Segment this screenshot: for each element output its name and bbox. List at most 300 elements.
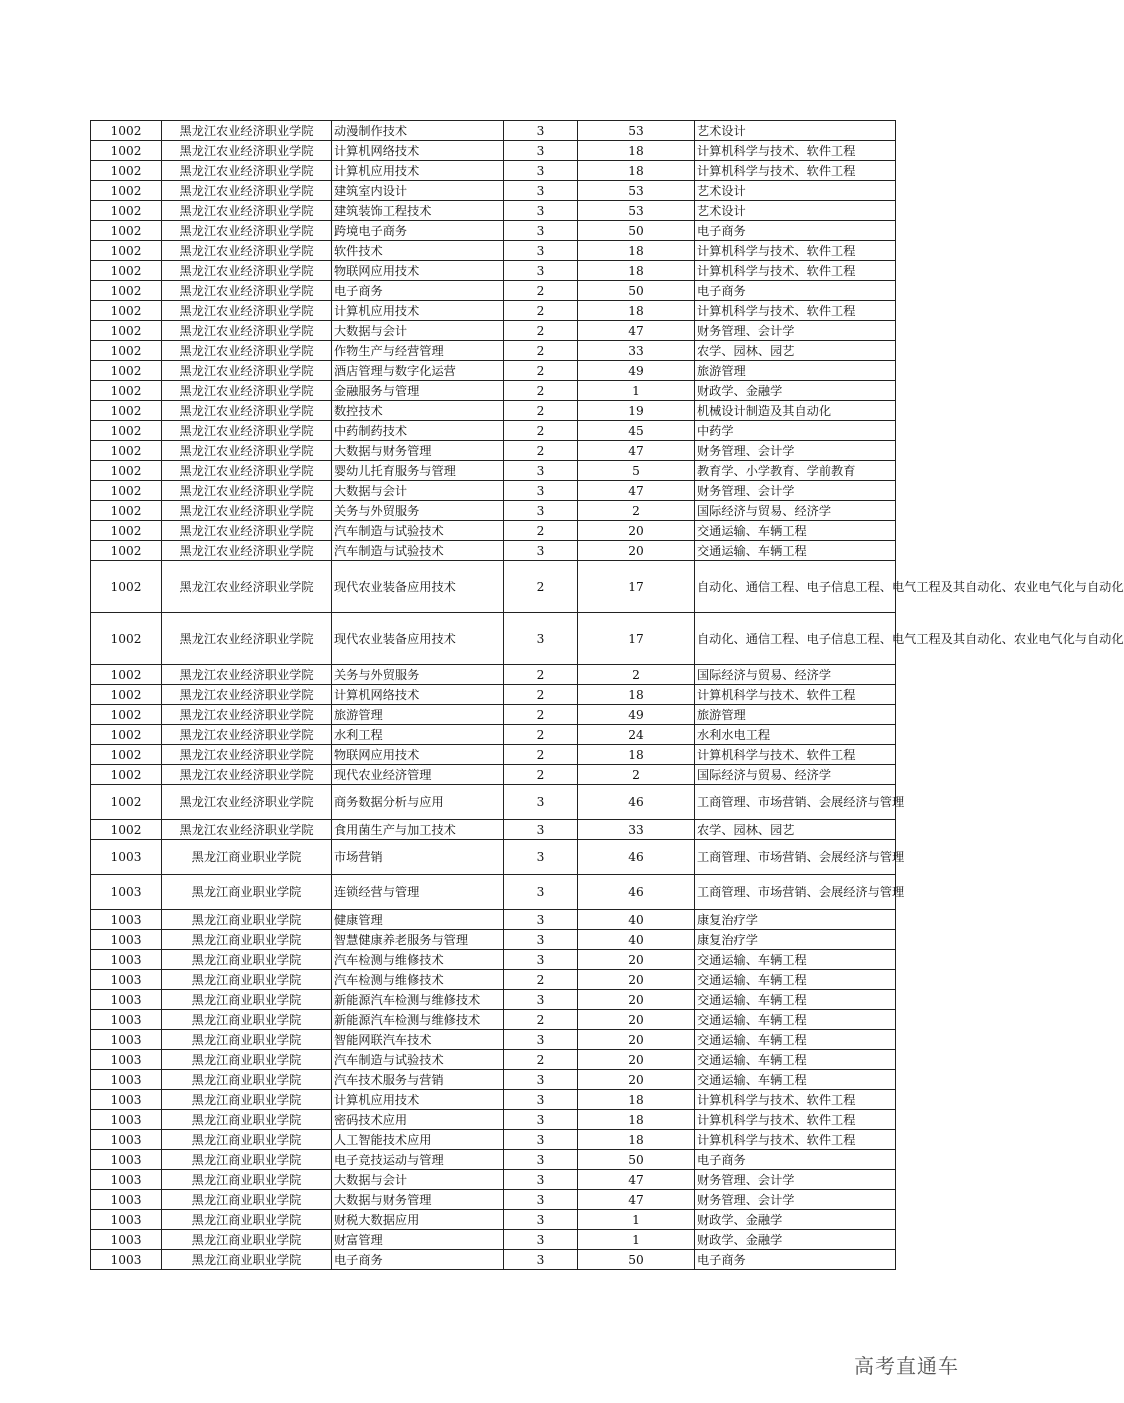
table-row [91,161,896,181]
table-row [91,1230,896,1250]
table-row [91,381,896,401]
school-name-cell: 黑龙江农业经济职业学院 [162,461,332,481]
major-name-cell: 汽车制造与试验技术 [332,1050,504,1070]
school-name-cell: 黑龙江农业经济职业学院 [162,301,332,321]
related-undergrad-majors-cell: 计算机科学与技术、软件工程 [695,745,896,765]
major-name-cell: 大数据与会计 [332,481,504,501]
table-row [91,930,896,950]
study-years-cell: 2 [504,401,578,421]
major-name-cell: 跨境电子商务 [332,221,504,241]
school-code-cell: 1003 [91,1190,162,1210]
school-name-cell: 黑龙江农业经济职业学院 [162,381,332,401]
school-code-cell: 1003 [91,910,162,930]
major-name-cell: 建筑室内设计 [332,181,504,201]
table-row [91,181,896,201]
major-name-cell: 动漫制作技术 [332,121,504,141]
school-code-cell: 1003 [91,840,162,875]
table-row [91,561,896,613]
category-number-cell: 20 [578,541,695,561]
school-name-cell: 黑龙江商业职业学院 [162,910,332,930]
school-name-cell: 黑龙江农业经济职业学院 [162,521,332,541]
major-name-cell: 建筑装饰工程技术 [332,201,504,221]
category-number-cell: 50 [578,1250,695,1270]
related-undergrad-majors-cell: 财政学、金融学 [695,1210,896,1230]
major-name-cell: 新能源汽车检测与维修技术 [332,990,504,1010]
school-code-cell: 1003 [91,990,162,1010]
school-code-cell: 1003 [91,1030,162,1050]
table-row [91,875,896,910]
major-name-cell: 计算机网络技术 [332,141,504,161]
school-code-cell: 1002 [91,241,162,261]
school-name-cell: 黑龙江农业经济职业学院 [162,121,332,141]
school-code-cell: 1002 [91,361,162,381]
related-undergrad-majors-cell: 电子商务 [695,1150,896,1170]
major-name-cell: 汽车制造与试验技术 [332,541,504,561]
major-name-cell: 婴幼儿托育服务与管理 [332,461,504,481]
category-number-cell: 20 [578,1030,695,1050]
category-number-cell: 18 [578,745,695,765]
school-code-cell: 1003 [91,1250,162,1270]
related-undergrad-majors-cell: 交通运输、车辆工程 [695,1070,896,1090]
major-name-cell: 现代农业经济管理 [332,765,504,785]
category-number-cell: 46 [578,840,695,875]
school-name-cell: 黑龙江农业经济职业学院 [162,361,332,381]
related-undergrad-majors-cell: 工商管理、市场营销、会展经济与管理 [695,875,896,910]
school-code-cell: 1002 [91,461,162,481]
school-code-cell: 1002 [91,665,162,685]
table-row [91,1170,896,1190]
study-years-cell: 3 [504,461,578,481]
major-name-cell: 电子竞技运动与管理 [332,1150,504,1170]
category-number-cell: 47 [578,321,695,341]
major-name-cell: 中药制药技术 [332,421,504,441]
study-years-cell: 3 [504,1110,578,1130]
table-row [91,1010,896,1030]
related-undergrad-majors-cell: 财务管理、会计学 [695,321,896,341]
school-code-cell: 1002 [91,341,162,361]
category-number-cell: 19 [578,401,695,421]
related-undergrad-majors-cell: 交通运输、车辆工程 [695,970,896,990]
category-number-cell: 20 [578,1070,695,1090]
related-undergrad-majors-cell: 财政学、金融学 [695,1230,896,1250]
related-undergrad-majors-cell: 机械设计制造及其自动化 [695,401,896,421]
major-name-cell: 大数据与会计 [332,1170,504,1190]
category-number-cell: 18 [578,1090,695,1110]
school-name-cell: 黑龙江农业经济职业学院 [162,785,332,820]
category-number-cell: 47 [578,1190,695,1210]
school-code-cell: 1002 [91,261,162,281]
category-number-cell: 46 [578,785,695,820]
table-row [91,820,896,840]
study-years-cell: 3 [504,261,578,281]
school-code-cell: 1002 [91,441,162,461]
major-name-cell: 电子商务 [332,281,504,301]
related-undergrad-majors-cell: 电子商务 [695,221,896,241]
table-row [91,1110,896,1130]
school-name-cell: 黑龙江商业职业学院 [162,990,332,1010]
related-undergrad-majors-cell: 计算机科学与技术、软件工程 [695,685,896,705]
school-code-cell: 1002 [91,785,162,820]
category-number-cell: 17 [578,613,695,665]
related-undergrad-majors-cell: 计算机科学与技术、软件工程 [695,1090,896,1110]
related-undergrad-majors-cell: 艺术设计 [695,121,896,141]
study-years-cell: 3 [504,930,578,950]
related-undergrad-majors-cell: 财务管理、会计学 [695,481,896,501]
school-code-cell: 1003 [91,1230,162,1250]
school-name-cell: 黑龙江农业经济职业学院 [162,745,332,765]
major-name-cell: 大数据与财务管理 [332,1190,504,1210]
school-name-cell: 黑龙江农业经济职业学院 [162,665,332,685]
major-name-cell: 汽车检测与维修技术 [332,970,504,990]
related-undergrad-majors-cell: 计算机科学与技术、软件工程 [695,301,896,321]
category-number-cell: 49 [578,705,695,725]
school-name-cell: 黑龙江农业经济职业学院 [162,261,332,281]
school-code-cell: 1002 [91,401,162,421]
major-name-cell: 现代农业装备应用技术 [332,561,504,613]
school-code-cell: 1002 [91,161,162,181]
school-name-cell: 黑龙江农业经济职业学院 [162,161,332,181]
category-number-cell: 46 [578,875,695,910]
category-number-cell: 2 [578,765,695,785]
study-years-cell: 3 [504,181,578,201]
study-years-cell: 3 [504,820,578,840]
related-undergrad-majors-cell: 计算机科学与技术、软件工程 [695,241,896,261]
category-number-cell: 20 [578,1050,695,1070]
table-row [91,461,896,481]
major-name-cell: 计算机应用技术 [332,301,504,321]
school-name-cell: 黑龙江农业经济职业学院 [162,685,332,705]
category-number-cell: 2 [578,665,695,685]
table-row [91,1250,896,1270]
school-name-cell: 黑龙江农业经济职业学院 [162,441,332,461]
related-undergrad-majors-cell: 工商管理、市场营销、会展经济与管理 [695,785,896,820]
study-years-cell: 2 [504,421,578,441]
category-number-cell: 1 [578,1230,695,1250]
category-number-cell: 20 [578,950,695,970]
category-number-cell: 18 [578,1130,695,1150]
school-name-cell: 黑龙江商业职业学院 [162,1230,332,1250]
table-row [91,141,896,161]
major-name-cell: 物联网应用技术 [332,745,504,765]
study-years-cell: 3 [504,785,578,820]
major-name-cell: 汽车检测与维修技术 [332,950,504,970]
school-code-cell: 1002 [91,201,162,221]
major-name-cell: 大数据与财务管理 [332,441,504,461]
table-row [91,321,896,341]
study-years-cell: 2 [504,1010,578,1030]
related-undergrad-majors-cell: 财务管理、会计学 [695,1170,896,1190]
table-row [91,725,896,745]
table-row [91,241,896,261]
school-code-cell: 1002 [91,421,162,441]
related-undergrad-majors-cell: 交通运输、车辆工程 [695,1030,896,1050]
school-code-cell: 1003 [91,1130,162,1150]
school-code-cell: 1003 [91,875,162,910]
category-number-cell: 18 [578,1110,695,1130]
table-row [91,301,896,321]
study-years-cell: 2 [504,685,578,705]
study-years-cell: 3 [504,1210,578,1230]
major-name-cell: 作物生产与经营管理 [332,341,504,361]
school-name-cell: 黑龙江商业职业学院 [162,1070,332,1090]
study-years-cell: 2 [504,561,578,613]
study-years-cell: 3 [504,910,578,930]
school-code-cell: 1003 [91,1150,162,1170]
category-number-cell: 50 [578,221,695,241]
study-years-cell: 2 [504,665,578,685]
school-code-cell: 1002 [91,765,162,785]
major-name-cell: 数控技术 [332,401,504,421]
major-name-cell: 水利工程 [332,725,504,745]
school-name-cell: 黑龙江商业职业学院 [162,1190,332,1210]
school-code-cell: 1002 [91,725,162,745]
category-number-cell: 18 [578,261,695,281]
major-name-cell: 旅游管理 [332,705,504,725]
category-number-cell: 53 [578,121,695,141]
table-row [91,1210,896,1230]
related-undergrad-majors-cell: 交通运输、车辆工程 [695,541,896,561]
major-name-cell: 酒店管理与数字化运营 [332,361,504,381]
category-number-cell: 50 [578,1150,695,1170]
related-undergrad-majors-cell: 国际经济与贸易、经济学 [695,765,896,785]
related-undergrad-majors-cell: 交通运输、车辆工程 [695,1010,896,1030]
category-number-cell: 33 [578,820,695,840]
study-years-cell: 3 [504,875,578,910]
related-undergrad-majors-cell: 康复治疗学 [695,910,896,930]
major-name-cell: 关务与外贸服务 [332,501,504,521]
related-undergrad-majors-cell: 国际经济与贸易、经济学 [695,665,896,685]
school-name-cell: 黑龙江商业职业学院 [162,1030,332,1050]
study-years-cell: 3 [504,1190,578,1210]
study-years-cell: 3 [504,481,578,501]
table-row [91,501,896,521]
related-undergrad-majors-cell: 中药学 [695,421,896,441]
category-number-cell: 50 [578,281,695,301]
table-row [91,665,896,685]
related-undergrad-majors-cell: 旅游管理 [695,361,896,381]
major-name-cell: 汽车制造与试验技术 [332,521,504,541]
school-code-cell: 1002 [91,321,162,341]
school-name-cell: 黑龙江农业经济职业学院 [162,765,332,785]
study-years-cell: 3 [504,1230,578,1250]
table-row [91,421,896,441]
school-code-cell: 1002 [91,121,162,141]
table-row [91,121,896,141]
category-number-cell: 49 [578,361,695,381]
major-name-cell: 计算机网络技术 [332,685,504,705]
school-code-cell: 1002 [91,281,162,301]
table-row [91,361,896,381]
study-years-cell: 3 [504,161,578,181]
related-undergrad-majors-cell: 教育学、小学教育、学前教育 [695,461,896,481]
category-number-cell: 17 [578,561,695,613]
school-code-cell: 1002 [91,181,162,201]
table-row [91,1090,896,1110]
related-undergrad-majors-cell: 计算机科学与技术、软件工程 [695,141,896,161]
table-row [91,1030,896,1050]
school-name-cell: 黑龙江农业经济职业学院 [162,141,332,161]
table-row [91,1070,896,1090]
related-undergrad-majors-cell: 电子商务 [695,281,896,301]
category-number-cell: 40 [578,910,695,930]
related-undergrad-majors-cell: 计算机科学与技术、软件工程 [695,261,896,281]
school-name-cell: 黑龙江商业职业学院 [162,1130,332,1150]
school-code-cell: 1002 [91,820,162,840]
table-row [91,685,896,705]
related-undergrad-majors-cell: 交通运输、车辆工程 [695,1050,896,1070]
table-row [91,281,896,301]
school-name-cell: 黑龙江商业职业学院 [162,840,332,875]
major-name-cell: 计算机应用技术 [332,1090,504,1110]
category-number-cell: 5 [578,461,695,481]
school-code-cell: 1003 [91,930,162,950]
table-row [91,1130,896,1150]
related-undergrad-majors-cell: 旅游管理 [695,705,896,725]
related-undergrad-majors-cell: 工商管理、市场营销、会展经济与管理 [695,840,896,875]
school-code-cell: 1002 [91,481,162,501]
table-row [91,481,896,501]
school-code-cell: 1002 [91,501,162,521]
school-name-cell: 黑龙江农业经济职业学院 [162,705,332,725]
category-number-cell: 45 [578,421,695,441]
school-name-cell: 黑龙江农业经济职业学院 [162,820,332,840]
major-name-cell: 健康管理 [332,910,504,930]
table-row [91,221,896,241]
study-years-cell: 3 [504,1070,578,1090]
school-code-cell: 1003 [91,1050,162,1070]
major-name-cell: 市场营销 [332,840,504,875]
school-code-cell: 1002 [91,521,162,541]
school-code-cell: 1003 [91,970,162,990]
study-years-cell: 3 [504,990,578,1010]
study-years-cell: 2 [504,765,578,785]
table-row [91,745,896,765]
table-row [91,910,896,930]
category-number-cell: 20 [578,1010,695,1030]
table-row [91,441,896,461]
related-undergrad-majors-cell: 计算机科学与技术、软件工程 [695,1110,896,1130]
school-code-cell: 1003 [91,950,162,970]
school-name-cell: 黑龙江农业经济职业学院 [162,321,332,341]
school-code-cell: 1003 [91,1090,162,1110]
school-name-cell: 黑龙江农业经济职业学院 [162,181,332,201]
study-years-cell: 3 [504,1250,578,1270]
category-number-cell: 18 [578,241,695,261]
category-number-cell: 47 [578,481,695,501]
related-undergrad-majors-cell: 交通运输、车辆工程 [695,521,896,541]
school-code-cell: 1003 [91,1210,162,1230]
related-undergrad-majors-cell: 艺术设计 [695,201,896,221]
school-name-cell: 黑龙江商业职业学院 [162,1110,332,1130]
related-undergrad-majors-cell: 财务管理、会计学 [695,441,896,461]
school-name-cell: 黑龙江商业职业学院 [162,1090,332,1110]
major-name-cell: 新能源汽车检测与维修技术 [332,1010,504,1030]
major-name-cell: 财税大数据应用 [332,1210,504,1230]
table-row [91,1190,896,1210]
category-number-cell: 40 [578,930,695,950]
study-years-cell: 3 [504,613,578,665]
school-name-cell: 黑龙江商业职业学院 [162,1250,332,1270]
related-undergrad-majors-cell: 交通运输、车辆工程 [695,950,896,970]
table-row [91,990,896,1010]
related-undergrad-majors-cell: 财务管理、会计学 [695,1190,896,1210]
study-years-cell: 3 [504,1170,578,1190]
table-row [91,950,896,970]
school-name-cell: 黑龙江农业经济职业学院 [162,201,332,221]
school-name-cell: 黑龙江农业经济职业学院 [162,241,332,261]
related-undergrad-majors-cell: 计算机科学与技术、软件工程 [695,1130,896,1150]
study-years-cell: 2 [504,301,578,321]
table-row [91,401,896,421]
table-row [91,785,896,820]
school-code-cell: 1002 [91,221,162,241]
table-row [91,541,896,561]
study-years-cell: 2 [504,281,578,301]
major-name-cell: 关务与外贸服务 [332,665,504,685]
table-row [91,765,896,785]
school-name-cell: 黑龙江农业经济职业学院 [162,281,332,301]
school-name-cell: 黑龙江商业职业学院 [162,875,332,910]
related-undergrad-majors-cell: 国际经济与贸易、经济学 [695,501,896,521]
study-years-cell: 3 [504,1150,578,1170]
table-row [91,1050,896,1070]
related-undergrad-majors-cell: 水利水电工程 [695,725,896,745]
school-name-cell: 黑龙江商业职业学院 [162,1010,332,1030]
school-name-cell: 黑龙江农业经济职业学院 [162,341,332,361]
school-code-cell: 1002 [91,685,162,705]
category-number-cell: 1 [578,381,695,401]
major-name-cell: 金融服务与管理 [332,381,504,401]
category-number-cell: 47 [578,441,695,461]
school-name-cell: 黑龙江商业职业学院 [162,1170,332,1190]
table-row [91,261,896,281]
study-years-cell: 2 [504,341,578,361]
major-name-cell: 密码技术应用 [332,1110,504,1130]
school-name-cell: 黑龙江农业经济职业学院 [162,561,332,613]
school-name-cell: 黑龙江商业职业学院 [162,1210,332,1230]
school-name-cell: 黑龙江农业经济职业学院 [162,501,332,521]
major-name-cell: 电子商务 [332,1250,504,1270]
study-years-cell: 3 [504,1130,578,1150]
category-number-cell: 2 [578,501,695,521]
major-name-cell: 人工智能技术应用 [332,1130,504,1150]
related-undergrad-majors-cell: 艺术设计 [695,181,896,201]
table-row [91,341,896,361]
school-code-cell: 1002 [91,705,162,725]
category-number-cell: 47 [578,1170,695,1190]
school-name-cell: 黑龙江商业职业学院 [162,1150,332,1170]
major-name-cell: 商务数据分析与应用 [332,785,504,820]
school-name-cell: 黑龙江商业职业学院 [162,970,332,990]
category-number-cell: 53 [578,181,695,201]
study-years-cell: 2 [504,705,578,725]
related-undergrad-majors-cell: 交通运输、车辆工程 [695,990,896,1010]
study-years-cell: 3 [504,141,578,161]
related-undergrad-majors-cell: 康复治疗学 [695,930,896,950]
major-name-cell: 汽车技术服务与营销 [332,1070,504,1090]
study-years-cell: 2 [504,321,578,341]
study-years-cell: 3 [504,201,578,221]
major-name-cell: 大数据与会计 [332,321,504,341]
school-code-cell: 1003 [91,1170,162,1190]
study-years-cell: 3 [504,950,578,970]
category-number-cell: 18 [578,141,695,161]
major-name-cell: 智能网联汽车技术 [332,1030,504,1050]
study-years-cell: 2 [504,1050,578,1070]
category-number-cell: 20 [578,970,695,990]
major-name-cell: 现代农业装备应用技术 [332,613,504,665]
major-name-cell: 智慧健康养老服务与管理 [332,930,504,950]
